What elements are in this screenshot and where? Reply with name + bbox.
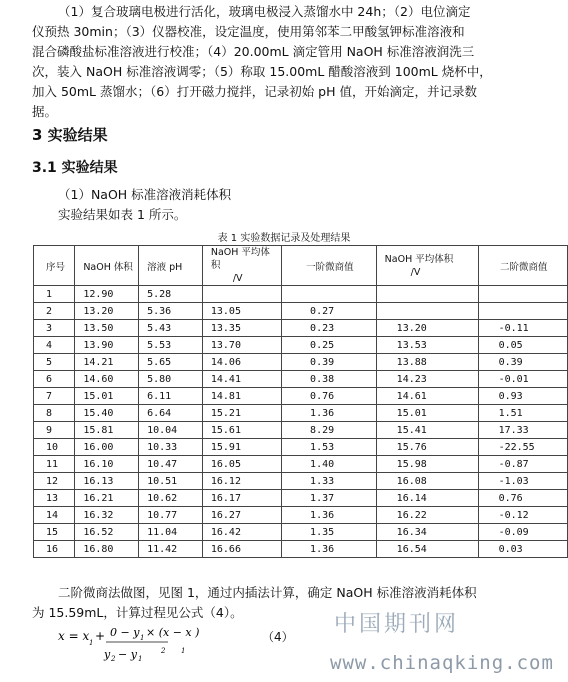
table-row <box>34 354 568 371</box>
table-cell: 10.51 <box>139 473 203 490</box>
table-cell: 4 <box>34 337 75 354</box>
table-cell: 14.60 <box>75 371 139 388</box>
subsection-heading: 3.1 实验结果 <box>32 160 118 176</box>
formula-num-sub: 1 <box>140 634 145 642</box>
table-cell: 12 <box>34 473 75 490</box>
table-cell: 1.36 <box>282 405 377 422</box>
table-cell: 9 <box>34 422 75 439</box>
header-avg-volume-2 <box>376 246 478 286</box>
header-avg-volume-1-unit: /V <box>232 273 243 284</box>
table-cell: 15.81 <box>75 422 139 439</box>
table-cell: 5.43 <box>139 320 203 337</box>
formula-number: （4） <box>262 630 294 644</box>
watermark-cn: 中国期刊网 <box>334 612 460 637</box>
formula-numerator: 0 − y <box>110 626 140 639</box>
table-cell: 10 <box>34 439 75 456</box>
table-cell: 16.27 <box>202 507 281 524</box>
intro-line-5: 加入 50mL 蒸馏水；（6）打开磁力搅拌，记录初始 pH 值，开始滴定，并记录数 <box>32 84 477 99</box>
formula-times: × (x − x ) <box>146 626 200 639</box>
table-cell: 5.28 <box>139 286 203 303</box>
table-cell: 17.33 <box>478 422 567 439</box>
table-cell: 1.53 <box>282 439 377 456</box>
table-cell: 13.50 <box>75 320 139 337</box>
table-cell <box>376 286 478 303</box>
item-label: （1）NaOH 标准溶液消耗体积 <box>58 187 232 202</box>
table-cell: 16.34 <box>376 524 478 541</box>
formula-lhs: x = x <box>58 629 90 643</box>
table-cell: 5.53 <box>139 337 203 354</box>
table-cell: 13.53 <box>376 337 478 354</box>
intro-line-6: 据。 <box>32 104 58 119</box>
intro-line-1: （1）复合玻璃电极进行活化，玻璃电极浸入蒸馏水中 24h；（2）电位滴定 <box>58 4 471 19</box>
table-cell: 16.14 <box>376 490 478 507</box>
table-cell: 1.36 <box>282 541 377 558</box>
table-cell: 10.33 <box>139 439 203 456</box>
table-cell: 16.66 <box>202 541 281 558</box>
intro-line-4: 次，装入 NaOH 标准溶液调零；（5）称取 15.00mL 醋酸溶液到 100mL 烧杯中， <box>32 64 492 79</box>
table-cell: 0.39 <box>282 354 377 371</box>
table-cell <box>478 303 567 320</box>
table-cell: 1.37 <box>282 490 377 507</box>
table-cell: 15.01 <box>376 405 478 422</box>
table-cell: 0.23 <box>282 320 377 337</box>
table-body <box>34 286 568 558</box>
table-caption: 表 1 实验数据记录及处理结果 <box>217 233 351 244</box>
table-cell: 12.90 <box>75 286 139 303</box>
table-cell: 15.76 <box>376 439 478 456</box>
table-cell: 16.08 <box>376 473 478 490</box>
formula-plus: + <box>95 629 106 643</box>
table-cell: 15.21 <box>202 405 281 422</box>
formula-den-rest: − y <box>118 648 137 661</box>
table-cell: 8 <box>34 405 75 422</box>
table-cell: 15.91 <box>202 439 281 456</box>
table-cell: 13.05 <box>202 303 281 320</box>
table-cell: 0.76 <box>282 388 377 405</box>
table-cell: 1.40 <box>282 456 377 473</box>
table-cell <box>376 303 478 320</box>
table-cell: 16.12 <box>202 473 281 490</box>
table-cell: 10.04 <box>139 422 203 439</box>
table-cell: 10.77 <box>139 507 203 524</box>
table-header-row <box>34 246 568 286</box>
table-cell: 3 <box>34 320 75 337</box>
section-heading: 3 实验结果 <box>32 126 108 144</box>
body-line-1: 二阶微商法做图，见图 1，通过内插法计算，确定 NaOH 标准溶液消耗体积 <box>58 585 477 600</box>
table-cell: 0.25 <box>282 337 377 354</box>
table-cell: 0.27 <box>282 303 377 320</box>
table-cell: 6 <box>34 371 75 388</box>
table-cell: 16.42 <box>202 524 281 541</box>
header-avg-volume-2-unit: /V <box>410 266 421 278</box>
header-avg-volume-1 <box>202 246 281 286</box>
table-cell: 16.54 <box>376 541 478 558</box>
table-cell: 1 <box>34 286 75 303</box>
table-cell: 13.20 <box>75 303 139 320</box>
table-row <box>34 524 568 541</box>
table-row <box>34 473 568 490</box>
table-cell: 13.88 <box>376 354 478 371</box>
header-seq: 序号 <box>34 246 75 286</box>
table-cell: 5.65 <box>139 354 203 371</box>
table-cell: 14 <box>34 507 75 524</box>
table-cell: 5.36 <box>139 303 203 320</box>
formula-sub-3: 1 <box>181 647 186 655</box>
table-cell: 16 <box>34 541 75 558</box>
data-table <box>33 245 568 558</box>
header-naoh-volume: NaOH 体积 <box>75 246 139 286</box>
table-cell: 14.81 <box>202 388 281 405</box>
table-cell: 11.04 <box>139 524 203 541</box>
watermark-url: www.chinaqking.com <box>330 652 554 674</box>
header-avg-volume-2-label: NaOH 平均体积 <box>384 253 454 265</box>
table-row <box>34 388 568 405</box>
table-cell: -1.03 <box>478 473 567 490</box>
table-row <box>34 303 568 320</box>
table-cell: 15.40 <box>75 405 139 422</box>
table-cell: 16.22 <box>376 507 478 524</box>
header-avg-volume-1-label: NaOH 平均体积 <box>210 247 270 271</box>
body-line-2: 为 15.59mL，计算过程见公式（4）。 <box>32 605 243 620</box>
table-cell: 2 <box>34 303 75 320</box>
table-cell: -22.55 <box>478 439 567 456</box>
table-cell: 13.70 <box>202 337 281 354</box>
header-first-derivative: 一阶微商值 <box>282 246 377 286</box>
table-cell: 14.61 <box>376 388 478 405</box>
table-cell: 14.06 <box>202 354 281 371</box>
table-row <box>34 371 568 388</box>
table-cell: 15 <box>34 524 75 541</box>
intro-paragraph <box>32 2 548 122</box>
table-row <box>34 507 568 524</box>
table-cell: 1.36 <box>282 507 377 524</box>
table-cell: 0.03 <box>478 541 567 558</box>
table-cell: 5 <box>34 354 75 371</box>
table-cell: 11 <box>34 456 75 473</box>
body-paragraph <box>32 583 548 623</box>
table-cell: 7 <box>34 388 75 405</box>
table-cell: -0.12 <box>478 507 567 524</box>
table-cell: 16.13 <box>75 473 139 490</box>
table-cell: 6.64 <box>139 405 203 422</box>
table-cell: 5.80 <box>139 371 203 388</box>
table-cell: 14.23 <box>376 371 478 388</box>
intro-line-2: 仪预热 30min；（3）仪器校准，设定温度，使用第邻苯二甲酸氢钾标准溶液和 <box>32 24 465 39</box>
table-row <box>34 405 568 422</box>
table-cell: 0.76 <box>478 490 567 507</box>
table-cell: 13.35 <box>202 320 281 337</box>
table-cell <box>478 286 567 303</box>
table-cell: -0.09 <box>478 524 567 541</box>
table-cell: 16.52 <box>75 524 139 541</box>
table-cell: 15.98 <box>376 456 478 473</box>
formula-den-sub-1: 1 <box>138 655 143 663</box>
table-cell: 16.00 <box>75 439 139 456</box>
table-cell: 1.35 <box>282 524 377 541</box>
table-cell: 0.05 <box>478 337 567 354</box>
table-cell: 16.32 <box>75 507 139 524</box>
table-row <box>34 439 568 456</box>
table-cell: 13.20 <box>376 320 478 337</box>
table-cell: 6.11 <box>139 388 203 405</box>
table-row <box>34 490 568 507</box>
table-cell: -0.01 <box>478 371 567 388</box>
table-cell: 16.17 <box>202 490 281 507</box>
table-cell: 15.41 <box>376 422 478 439</box>
table-cell: 10.62 <box>139 490 203 507</box>
table-cell: 0.38 <box>282 371 377 388</box>
header-ph: 溶液 pH <box>139 246 203 286</box>
interpolation-formula <box>58 624 238 668</box>
table-cell: 16.10 <box>75 456 139 473</box>
table-cell: 1.51 <box>478 405 567 422</box>
header-second-derivative: 二阶微商值 <box>478 246 567 286</box>
table-cell <box>282 286 377 303</box>
table-row <box>34 286 568 303</box>
table-cell: 14.21 <box>75 354 139 371</box>
table-row <box>34 337 568 354</box>
table-cell <box>202 286 281 303</box>
formula-sub-1: 1 <box>89 639 94 647</box>
table-cell: -0.11 <box>478 320 567 337</box>
table-cell: 0.39 <box>478 354 567 371</box>
table-cell: 8.29 <box>282 422 377 439</box>
table-cell: 16.21 <box>75 490 139 507</box>
table-cell: 14.41 <box>202 371 281 388</box>
formula-den-sub-2: 2 <box>111 655 116 663</box>
formula-denominator: y <box>104 648 111 661</box>
table-cell: 1.33 <box>282 473 377 490</box>
table-cell: 11.42 <box>139 541 203 558</box>
table-lead-text: 实验结果如表 1 所示。 <box>58 207 187 222</box>
table-cell: 15.01 <box>75 388 139 405</box>
table-cell: 15.61 <box>202 422 281 439</box>
table-cell: 13 <box>34 490 75 507</box>
table-cell: -0.87 <box>478 456 567 473</box>
table-cell: 10.47 <box>139 456 203 473</box>
table-cell: 0.93 <box>478 388 567 405</box>
formula-sub-2: 2 <box>161 647 166 655</box>
table-cell: 16.05 <box>202 456 281 473</box>
table-row <box>34 320 568 337</box>
table-row <box>34 422 568 439</box>
table-row <box>34 541 568 558</box>
intro-line-3: 混合磷酸盐标准溶液进行校准；（4）20.00mL 滴定管用 NaOH 标准溶液润洗三 <box>32 44 475 59</box>
table-cell: 13.90 <box>75 337 139 354</box>
table-cell: 16.80 <box>75 541 139 558</box>
table-row <box>34 456 568 473</box>
